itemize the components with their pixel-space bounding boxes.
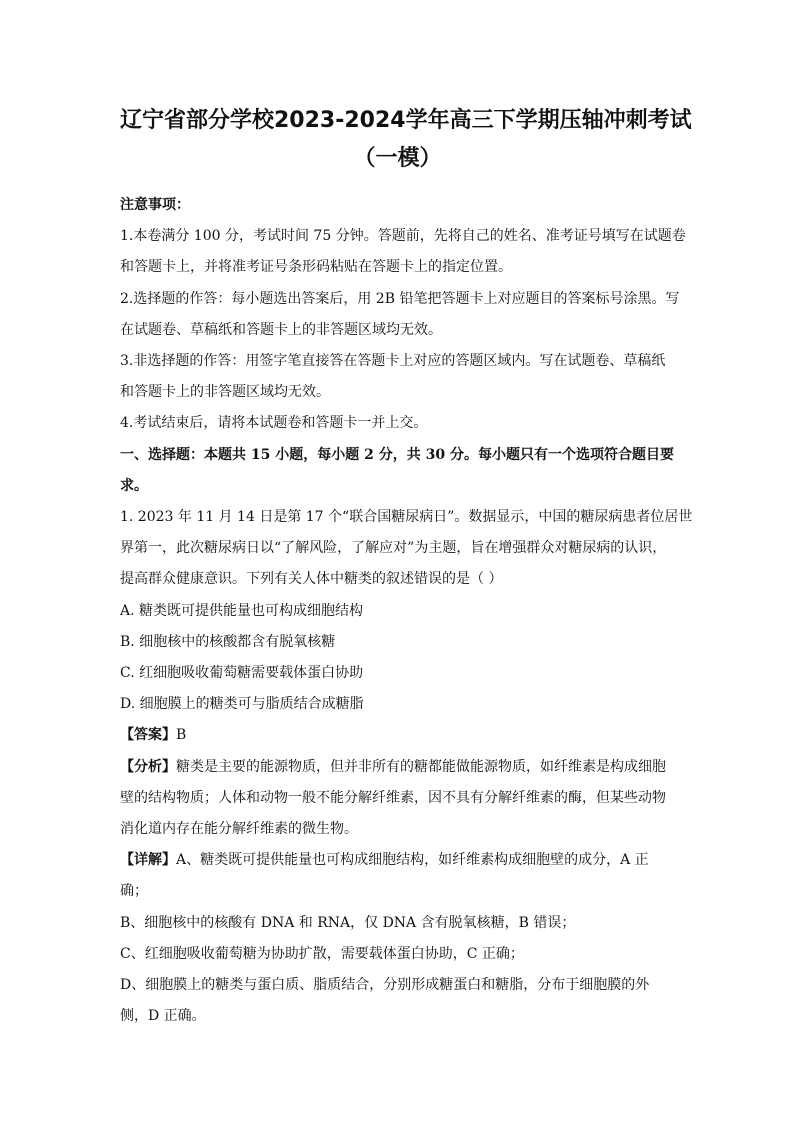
answer-line: [120, 720, 675, 751]
analysis-line: 壁的结构物质；人体和动物一般不能分解纤维素，因不具有分解纤维素的酶，但某些动物: [120, 789, 666, 806]
notice-line: 和答题卡上，并将准考证号条形码粘贴在答题卡上的指定位置。: [120, 259, 512, 276]
analysis-line: 消化道内存在能分解纤维素的微生物。: [120, 821, 358, 838]
option-d: D. 细胞膜上的糖类可与脂质结合成糖脂: [120, 696, 364, 713]
section-heading: 一、选择题：本题共 15 小题，每小题 2 分，共 30 分。每小题只有一个选项符合题目要: [120, 446, 674, 463]
question-stem: 界第一，此次糖尿病日以“了解风险，了解应对”为主题，旨在增强群众对糖尿病的认识，: [120, 540, 667, 557]
exam-subtitle: （一模）: [353, 146, 442, 171]
notice-line: 在试题卷、草稿纸和答题卡上的非答题区域均无效。: [120, 321, 442, 338]
detail-line: C、红细胞吸收葡萄糖为协助扩散，需要载体蛋白协助，C 正确；: [120, 945, 524, 962]
exam-title: 辽宁省部分学校2023-2024学年高三下学期压轴冲刺考试: [120, 108, 692, 133]
option-c: C. 红细胞吸收葡萄糖需要载体蛋白协助: [120, 665, 364, 682]
notice-line: 2.选择题的作答：每小题选出答案后，用 2B 铅笔把答题卡上对应题目的答案标号涂黑。写: [120, 290, 680, 307]
detail-line: 侧，D 正确。: [120, 1008, 206, 1025]
detail-text: A、糖类既可提供能量也可构成细胞结构，如纤维素构成细胞壁的成分，A 正: [176, 852, 649, 869]
detail-line: D、细胞膜上的糖类与蛋白质、脂质结合，分别形成糖蛋白和糖脂，分布于细胞膜的外: [120, 977, 650, 994]
answer-label: 【答案】: [120, 727, 176, 744]
detail-line: [120, 845, 675, 876]
notice-line: 1.本卷满分 100 分，考试时间 75 分钟。答题前，先将自己的姓名、准考证号填写在试题卷: [120, 228, 686, 245]
detail-label: 【详解】: [120, 852, 176, 869]
question-stem: 1. 2023 年 11 月 14 日是第 17 个“联合国糖尿病日”。数据显示，中国的糖尿病患者位居世: [120, 509, 693, 526]
section-heading: 求。: [120, 477, 148, 494]
question-stem: 提高群众健康意识。下列有关人体中糖类的叙述错误的是（ ）: [120, 571, 503, 588]
notice-heading: 注意事项：: [120, 197, 190, 213]
option-a: A. 糖类既可提供能量也可构成细胞结构: [120, 602, 364, 619]
notice-line: 4.考试结束后，请将本试题卷和答题卡一并上交。: [120, 415, 428, 432]
notice-line: 3.非选择题的作答：用签字笔直接答在答题卡上对应的答题区域内。写在试题卷、草稿纸: [120, 353, 666, 370]
detail-line: 确；: [120, 883, 148, 900]
analysis-label: 【分析】: [120, 758, 176, 775]
analysis-line: [120, 752, 675, 783]
answer-value: B: [176, 727, 187, 744]
option-b: B. 细胞核中的核酸都含有脱氧核糖: [120, 633, 336, 650]
notice-line: 和答题卡上的非答题区域均无效。: [120, 384, 330, 401]
document-body: [120, 190, 693, 1032]
analysis-text: 糖类是主要的能源物质，但并非所有的糖都能做能源物质，如纤维素是构成细胞: [176, 758, 666, 775]
detail-line: B、细胞核中的核酸有 DNA 和 RNA，仅 DNA 含有脱氧核糖，B 错误；: [120, 914, 576, 931]
